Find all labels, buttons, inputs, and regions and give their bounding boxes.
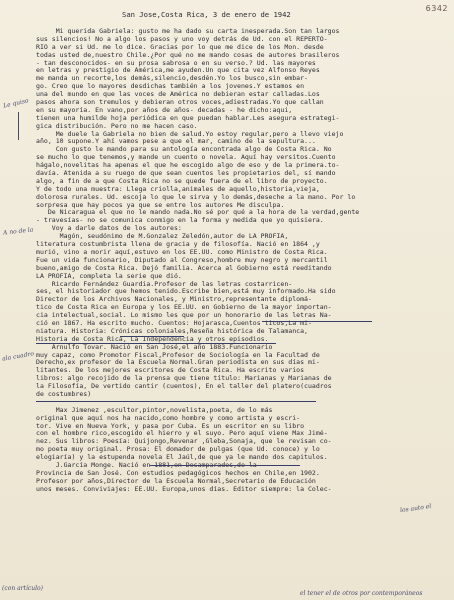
letter-line: J.García Monge. Nació en 1881,en Desamparados,de la <box>36 461 257 469</box>
letter-line: LA PROFIA, completa la serie que dió. <box>36 272 182 280</box>
letter-line: hágalo,novelitas ha apenas el que he escogido algo de eso y de la primera.to- <box>36 162 340 170</box>
margin-note-upper-left: Le quiso <box>2 97 30 110</box>
letter-line: en su mayoría. En vano,por años de años- decadas - he dicho:aqui, <box>36 106 293 114</box>
letter-line: cia intelectual,social. Lo mismo les que por un honorario de las letras Na- <box>36 312 332 320</box>
letter-line: davía. Atenida a su ruego de que sean cuentos les propietarios del, sí mando <box>36 170 336 178</box>
letter-line: Y de todo una muestra: Llega criolla,animales de aquello,historia,vieja, <box>36 185 320 193</box>
letter-line: tor. Vive en Nueva York, y pasa por Cuba. Es un escritor en su libro <box>36 422 305 430</box>
underline-quijongo <box>150 465 300 466</box>
letter-line: pasos ahora son tremulos y debieran otros voces,adiestradas.Yo que callan <box>36 99 324 107</box>
letter-line: sus silencios! No a algo los pasos y uno voy detrás de Ud. con el REPERTO- <box>36 35 328 43</box>
letter-line: original que aquí nos ha nacido,como hombre y como artista y escri- <box>36 414 301 422</box>
letter-line: litantes. De los mejores escritores de Costa Rica. Ha escrito varios <box>36 367 305 375</box>
underline-historia <box>36 343 276 344</box>
letter-line: gica distribución. Pero no me hacen caso. <box>36 122 198 130</box>
letter-line: se mucho lo que tenemos,y mande un cuento o novela. Aquí hay versitos.Cuento <box>36 154 336 162</box>
margin-note-middle-left: A no de la <box>2 226 34 237</box>
letter-line: de costumbres) <box>36 390 92 398</box>
underline-filosofia <box>36 401 316 402</box>
margin-note-right-edge: los auto el <box>399 502 432 515</box>
letter-line: mo poeta muy original. Prosa: El domador de pulgas (que Ud. conoce) y lo <box>36 446 320 454</box>
letter-line: Profesor por años,Director de la Escuela Normal,Secretario de Educación <box>36 477 316 485</box>
letter-line: Con gusto le mando para su antología encontrada algo de Costa Rica. No <box>36 146 332 154</box>
letter-line: bueno,amigo de Costa Rica. Dejó familia. Acerca al Gobierno está reeditando <box>36 264 332 272</box>
margin-note-footer-left: (con artículo) <box>2 585 43 592</box>
letter-line: Arnulfo Tovar. Nació en San José,el año 1883.Funcionario <box>36 343 273 351</box>
sheet-number: 6342 <box>425 4 448 13</box>
letter-line: muy capaz, como Promotor Fiscal,Profesor de Sociología en la Facultad de <box>36 351 320 359</box>
letter-line: Historia de Costa Rica, La Independencia y otros episodios. <box>36 335 269 343</box>
letter-line: en letras y prestigio de América,me ayuden.Un que cita vez Alfonso Reyes <box>36 67 320 75</box>
letter-line: Derecho,ex profesor de la Escuela Normal.Gran periodista en sus días mi- <box>36 359 320 367</box>
letter-line: Max Jimenez ,escultor,pintor,novelista,poeta, de lo más <box>36 406 273 414</box>
letter-line: Fue un vida funcionario, Diputado al Congreso,hombre muy negro y mercantil <box>36 256 328 264</box>
letter-line: - tan desconocidos- en su prosa sabrosa o en su verso.? Ud. las mayores <box>36 59 316 67</box>
date-line: San Jose,Costa Rica, 3 de enero de 1942 <box>122 10 291 19</box>
letter-line: sorpresa que hay pocos ya que se entre los autores Me disculpa. <box>36 201 285 209</box>
letter-line: De Nicaragua el que no le mando nada.No sé por qué a la hora de la verdad,gente <box>36 209 360 217</box>
margin-note-footer-bottom: el tener el de otros por contemporáneos <box>300 590 423 597</box>
letter-line: una del mundo en que las voces de América no debieran estar calladas.Los <box>36 91 320 99</box>
margin-note-tovar: ala cuadro <box>1 350 35 363</box>
letter-line: dolorosa rurales. Ud. escoja lo que le sirva y lo demás,deseche a la mano. Por lo <box>36 193 356 201</box>
letter-line: ció en 1867. Ha escrito mucho. Cuentos: Hojarasca,Cuentos ticos,La mi- <box>36 319 312 327</box>
letter-line: me manda un recorte,los demás,silencio,desdén.Yo los busco,sin embar- <box>36 75 308 83</box>
letter-line: Provincia de San José. Con estudios pedagógicos hechos en Chile,en 1902. <box>36 469 320 477</box>
letter-line: go. Creo que lo mayores desdichas también a los jovenes.Y estamos en <box>36 83 305 91</box>
underline-profia <box>120 336 184 337</box>
letter-line: elogiaría) y la estupenda novela El Jaúl,de que ya le mando dos capitulos. <box>36 454 328 462</box>
letter-line: niatura. Historia: Crónicas coloniales,Reseña histórica de Talamanca, <box>36 327 308 335</box>
letter-line: ses, el historiador que hemos tenido.Escribe bien,está muy informado.Ha sido <box>36 288 336 296</box>
letter-line: tico de Costa Rica en Europa y los EE.UU. en Gobierno de la mayor importan- <box>36 304 332 312</box>
letter-line: - travesías- no se comunica conmigo en la forma y medida que yo quisiera. <box>36 217 324 225</box>
letter-line: libros: algo recojido de la prensa que tiene título: Marianas y Marianas de <box>36 375 332 383</box>
letter-line: año, 10 supone.Y ahí vamos pese a que el mar, camino de la sepultura... <box>36 138 316 146</box>
letter-line: unos meses. Conviviajes: EE.UU. Europa,unos días. Editor siempre: la Colec- <box>36 485 332 493</box>
letter-line: todas usted de,nuestro Chile.¿Por qué no me mando cosas de autores brasileros <box>36 51 340 59</box>
letter-line: murió, vino a morir aquí,estuvo en los EE.UU. como Ministro de Costa Rica. <box>36 248 328 256</box>
letter-line: Ricardo Fernández Guardia.Profesor de las letras costarricen- <box>36 280 293 288</box>
letter-line: Mi querida Gabriela: gusto me ha dado su carta inesperada.Son tan largos <box>36 28 340 35</box>
letter-line: Me duele la Gabriela no bien de salud.Yo estoy regular,pero a llevo viejo <box>36 130 344 138</box>
letter-line: con el hombre rico,escogido el hierro y el suyo. Pero aquí viene Max Jimé- <box>36 430 328 438</box>
letter-line: la Filosofía, De vertido cantir (cuentos), En el taller del platero(cuadros <box>36 383 332 391</box>
letter-body <box>36 28 446 494</box>
letter-line: algo, a fin de a que Costa Rica no se quede fuera de el libro de proyecto. <box>36 177 328 185</box>
underline-cuentos <box>262 321 372 322</box>
letter-line: nez. Sus libros: Poesía: Quijongo,Revenar ,Gleba,Sonaja, que le revisan co- <box>36 438 332 446</box>
letter-line: Magón, seudónimo de M.Gonzalez Zeledón,autor de LA PROFIA, <box>36 233 289 241</box>
letter-line: tienen una humilde hoja periódica en que puedan hablar.Les asegura estrategi- <box>36 114 340 122</box>
letter-line: literatura costumbrista llena de gracia y de filosofía. Nació en 1864 ,y <box>36 241 320 249</box>
letter-line: RIO a ver si Ud. me lo dice. Gracias por lo que me dice de los Mon. desde <box>36 43 324 51</box>
letter-line: Director de los Archivos Nacionales, y Ministro,representante diplomá- <box>36 296 312 304</box>
letter-line: Voy a darle datos de los autores: <box>36 225 182 233</box>
margin-bracket-upper <box>18 112 22 140</box>
